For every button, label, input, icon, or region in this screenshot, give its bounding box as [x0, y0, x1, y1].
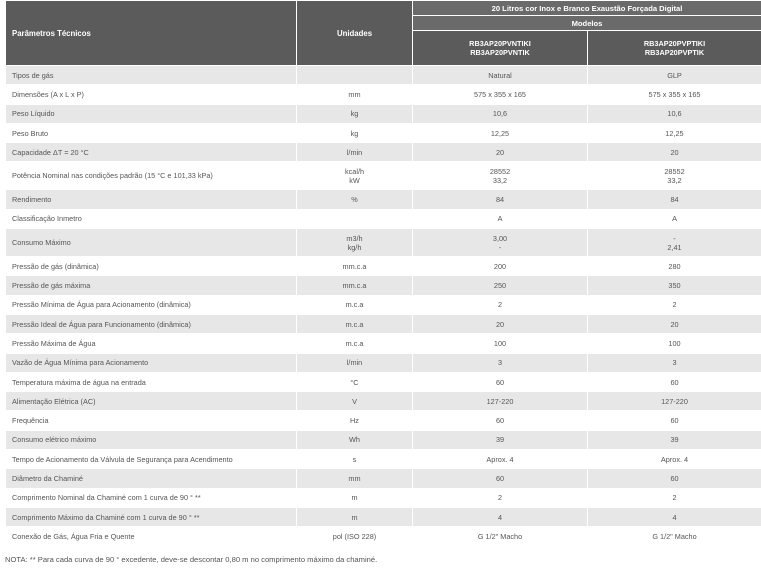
param-cell: Vazão de Água Mínima para Acionamento — [6, 353, 297, 372]
glp-cell: 84 — [588, 190, 761, 209]
glp-cell: Aprox. 4 — [588, 450, 761, 469]
natural-cell-line2: 33,2 — [492, 175, 508, 185]
unit-cell: Wh — [297, 430, 413, 449]
specs-table — [5, 0, 761, 547]
model-glp-line2: RB3AP20PVPTIK — [644, 48, 705, 57]
specs-body — [6, 66, 761, 547]
table-row — [6, 469, 761, 488]
glp-cell: 39 — [588, 430, 761, 449]
header-parameters: Parâmetros Técnicos — [6, 1, 297, 66]
table-row — [6, 143, 761, 162]
glp-cell: 60 — [588, 372, 761, 391]
footnote: NOTA: ** Para cada curva de 90 ° excedente, deve-se descontar 0,80 m no comprimento máximo da chaminé. — [5, 555, 378, 564]
param-cell: Dimensões (A x L x P) — [6, 85, 297, 104]
glp-cell: 3 — [588, 353, 761, 372]
unit-cell — [297, 229, 413, 257]
natural-cell: 10,6 — [413, 104, 588, 123]
glp-cell: 575 x 355 x 165 — [588, 85, 761, 104]
unit-cell: s — [297, 450, 413, 469]
natural-cell: 60 — [413, 372, 588, 391]
glp-cell: 280 — [588, 257, 761, 276]
unit-cell: °C — [297, 372, 413, 391]
glp-cell: GLP — [588, 66, 761, 85]
natural-cell: 100 — [413, 334, 588, 353]
natural-cell: 2 — [413, 295, 588, 314]
param-cell: Comprimento Máximo da Chaminé com 1 curva de 90 ° ** — [6, 507, 297, 526]
table-row — [6, 66, 761, 85]
unit-cell: l/min — [297, 353, 413, 372]
natural-cell: G 1/2" Macho — [413, 527, 588, 546]
table-row — [6, 372, 761, 391]
natural-cell: 12,25 — [413, 123, 588, 142]
param-cell: Frequência — [6, 411, 297, 430]
table-row — [6, 104, 761, 123]
param-cell: Pressão Ideal de Água para Funcionamento (dinâmica) — [6, 314, 297, 333]
unit-cell: kg — [297, 104, 413, 123]
header-model-glp — [588, 31, 761, 66]
natural-cell: 20 — [413, 314, 588, 333]
table-row — [6, 209, 761, 228]
table-row — [6, 295, 761, 314]
header-units: Unidades — [297, 1, 413, 66]
unit-cell: % — [297, 190, 413, 209]
unit-cell: kg — [297, 123, 413, 142]
unit-cell-line1: m3/h — [346, 233, 363, 243]
table-row — [6, 190, 761, 209]
table-row — [6, 411, 761, 430]
table-row — [6, 257, 761, 276]
table-row — [6, 229, 761, 257]
glp-cell: 60 — [588, 411, 761, 430]
unit-cell: m — [297, 507, 413, 526]
natural-cell: Natural — [413, 66, 588, 85]
table-row — [6, 430, 761, 449]
natural-cell: 39 — [413, 430, 588, 449]
unit-cell — [297, 209, 413, 228]
param-cell: Consumo Máximo — [6, 229, 297, 257]
natural-cell: 250 — [413, 276, 588, 295]
model-natural-line1: RB3AP20PVNTIKI — [469, 39, 531, 48]
natural-cell: 127-220 — [413, 392, 588, 411]
table-row — [6, 314, 761, 333]
param-cell: Consumo elétrico máximo — [6, 430, 297, 449]
table-row — [6, 392, 761, 411]
param-cell: Conexão de Gás, Água Fria e Quente — [6, 527, 297, 546]
header-product-title: 20 Litros cor Inox e Branco Exaustão Forçada Digital — [413, 1, 761, 16]
glp-cell: 100 — [588, 334, 761, 353]
unit-cell: m.c.a — [297, 334, 413, 353]
glp-cell: 4 — [588, 507, 761, 526]
param-cell: Tipos de gás — [6, 66, 297, 85]
glp-cell-line1: - — [673, 233, 676, 243]
natural-cell: 200 — [413, 257, 588, 276]
glp-cell: A — [588, 209, 761, 228]
param-cell: Peso Líquido — [6, 104, 297, 123]
natural-cell — [413, 229, 588, 257]
glp-cell: 20 — [588, 314, 761, 333]
glp-cell-line2: 2,41 — [667, 242, 682, 252]
glp-cell: 2 — [588, 488, 761, 507]
natural-cell: 575 x 355 x 165 — [413, 85, 588, 104]
param-cell: Diâmetro da Chaminé — [6, 469, 297, 488]
param-cell: Rendimento — [6, 190, 297, 209]
unit-cell: m.c.a — [297, 295, 413, 314]
param-cell: Classificação Inmetro — [6, 209, 297, 228]
glp-cell: 60 — [588, 469, 761, 488]
unit-cell: V — [297, 392, 413, 411]
unit-cell-line1: kcal/h — [344, 166, 365, 176]
natural-cell-line1: 28552 — [489, 166, 511, 176]
header-models: Modelos — [413, 16, 761, 31]
unit-cell — [297, 66, 413, 85]
glp-cell: 2 — [588, 295, 761, 314]
unit-cell: mm — [297, 85, 413, 104]
unit-cell: mm.c.a — [297, 276, 413, 295]
param-cell: Pressão de gás máxima — [6, 276, 297, 295]
unit-cell: Hz — [297, 411, 413, 430]
glp-cell-line2: 33,2 — [667, 175, 682, 185]
natural-cell-line1: 3,00 — [492, 233, 508, 243]
natural-cell: 3 — [413, 353, 588, 372]
natural-cell: 60 — [413, 411, 588, 430]
header-model-natural — [413, 31, 588, 66]
glp-cell — [588, 229, 761, 257]
param-cell: Temperatura máxima de água na entrada — [6, 372, 297, 391]
table-row — [6, 527, 761, 546]
natural-cell-line2: - — [498, 242, 502, 252]
param-cell: Pressão Mínima de Água para Acionamento (dinâmica) — [6, 295, 297, 314]
unit-cell: mm — [297, 469, 413, 488]
param-cell: Potência Nominal nas condições padrão (15 °C e 101,33 kPa) — [6, 162, 297, 190]
model-glp-line1: RB3AP20PVPTIKI — [643, 39, 706, 48]
natural-cell — [413, 162, 588, 190]
unit-cell — [297, 162, 413, 190]
param-cell: Pressão de gás (dinâmica) — [6, 257, 297, 276]
glp-cell: 127-220 — [588, 392, 761, 411]
unit-cell: m.c.a — [297, 314, 413, 333]
glp-cell-line1: 28552 — [664, 166, 685, 176]
table-row — [6, 123, 761, 142]
natural-cell: 20 — [413, 143, 588, 162]
glp-cell — [588, 162, 761, 190]
natural-cell: A — [413, 209, 588, 228]
glp-cell: 20 — [588, 143, 761, 162]
unit-cell: m — [297, 488, 413, 507]
table-row — [6, 450, 761, 469]
natural-cell: 60 — [413, 469, 588, 488]
glp-cell: 350 — [588, 276, 761, 295]
param-cell: Alimentação Elétrica (AC) — [6, 392, 297, 411]
param-cell: Comprimento Nominal da Chaminé com 1 curva de 90 ° ** — [6, 488, 297, 507]
unit-cell: pol (ISO 228) — [297, 527, 413, 546]
unit-cell-line2: kW — [349, 175, 360, 185]
unit-cell-line2: kg/h — [347, 242, 362, 252]
param-cell: Pressão Máxima de Água — [6, 334, 297, 353]
table-row — [6, 353, 761, 372]
unit-cell: l/min — [297, 143, 413, 162]
table-row — [6, 162, 761, 190]
table-row — [6, 488, 761, 507]
glp-cell: G 1/2" Macho — [588, 527, 761, 546]
natural-cell: 4 — [413, 507, 588, 526]
glp-cell: 10,6 — [588, 104, 761, 123]
param-cell: Tempo de Acionamento da Válvula de Segurança para Acendimento — [6, 450, 297, 469]
model-natural-line2: RB3AP20PVNTIK — [470, 48, 530, 57]
table-row — [6, 85, 761, 104]
unit-cell: mm.c.a — [297, 257, 413, 276]
natural-cell: 84 — [413, 190, 588, 209]
natural-cell: Aprox. 4 — [413, 450, 588, 469]
param-cell: Peso Bruto — [6, 123, 297, 142]
param-cell: Capacidade ΔT = 20 °C — [6, 143, 297, 162]
table-row — [6, 507, 761, 526]
table-row — [6, 276, 761, 295]
natural-cell: 2 — [413, 488, 588, 507]
table-row — [6, 334, 761, 353]
glp-cell: 12,25 — [588, 123, 761, 142]
